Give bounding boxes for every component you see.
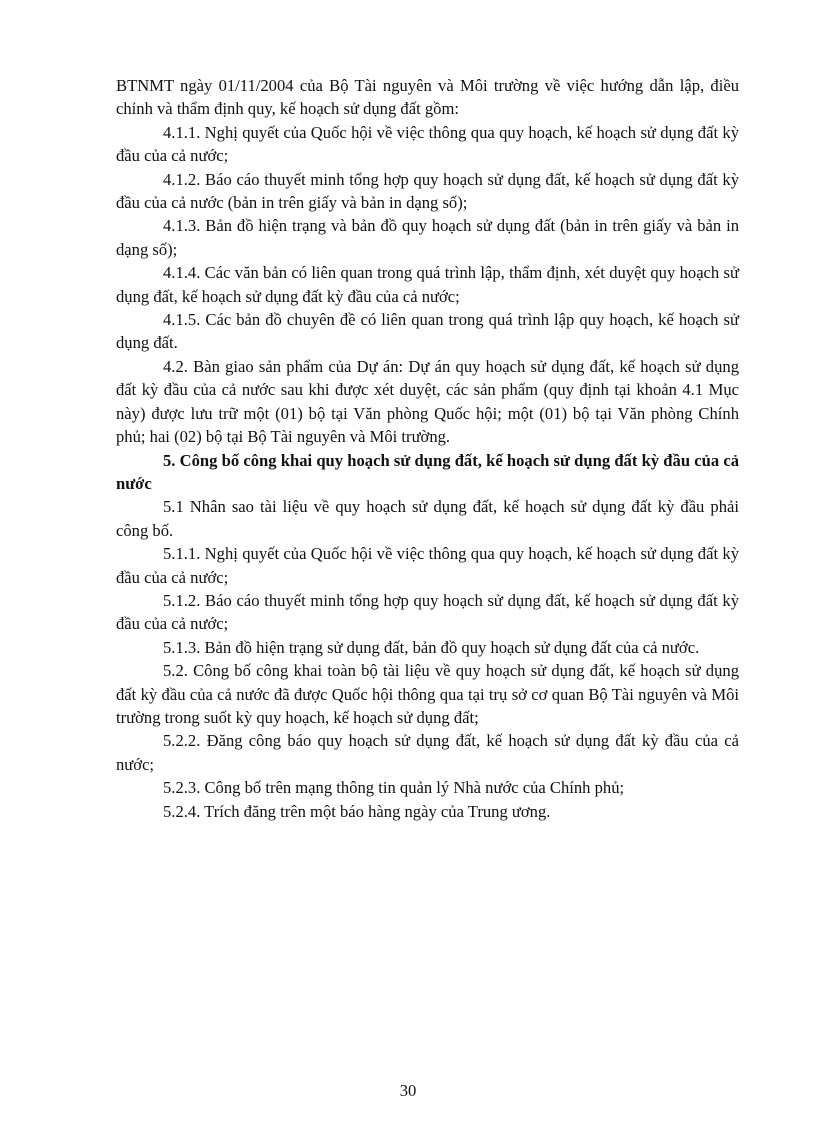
paragraph-5-1-3: 5.1.3. Bản đồ hiện trạng sử dụng đất, bản đồ quy hoạch sử dụng đất của cả nước. [163, 637, 700, 657]
paragraph-4-1-5: 4.1.5. Các bản đồ chuyên đề có liên quan trong quá trình lập quy hoạch, kế hoạch sử dụng đất. [116, 310, 739, 353]
paragraph-5-1-2: 5.1.2. Báo cáo thuyết minh tổng hợp quy hoạch sử dụng đất, kế hoạch sử dụng đất kỳ đầu của cả nước; [116, 590, 739, 634]
paragraph-5-2-2: 5.2.2. Đăng công báo quy hoạch sử dụng đất, kế hoạch sử dụng đất kỳ đầu của cả nước; [116, 731, 739, 774]
paragraph-5-1: 5.1 Nhân sao tài liệu về quy hoạch sử dụng đất, kế hoạch sử dụng đất kỳ đầu phải công bố. [116, 497, 739, 540]
page-number: 30 [399, 1081, 417, 1100]
paragraph-5-2-3: 5.2.3. Công bố trên mạng thông tin quản lý Nhà nước của Chính phủ; [163, 778, 625, 798]
paragraph-5-2-4: 5.2.4. Trích đăng trên một báo hàng ngày của Trung ương. [163, 801, 551, 821]
paragraph-4-1-1: 4.1.1. Nghị quyết của Quốc hội về việc thông qua quy hoạch, kế hoạch sử dụng đất kỳ đầu của cả nước; [116, 122, 739, 166]
paragraph-4-1-4: 4.1.4. Các văn bản có liên quan trong quá trình lập, thẩm định, xét duyệt quy hoạch sử dụng đất, kế hoạch sử dụng đất kỳ đầu của cả nước; [116, 263, 739, 306]
paragraph-4-2: 4.2. Bàn giao sản phẩm của Dự án: Dự án quy hoạch sử dụng đất, kế hoạch sử dụng đất kỳ đầu của cả nước sau khi được xét duyệt, các sản phẩm (quy định tại khoản 4.1 Mục này) được lưu trữ một (01) bộ tại Văn phòng Quốc hội; một (01) bộ tại Văn phòng Chính phủ; hai (02) bộ tại Bộ Tài nguyên và Môi trường. [116, 356, 739, 447]
document-body [116, 74, 739, 823]
paragraph-continuation: BTNMT ngày 01/11/2004 của Bộ Tài nguyên và Môi trường về việc hướng dẫn lập, điều chỉnh và thẩm định quy, kế hoạch sử dụng đất gồm: [116, 76, 739, 119]
paragraph-5-2: 5.2. Công bố công khai toàn bộ tài liệu về quy hoạch sử dụng đất, kế hoạch sử dụng đất kỳ đầu của cả nước đã được Quốc hội thông qua tại trụ sở cơ quan Bộ Tài nguyên và Môi trường trong suốt kỳ quy hoạch, kế hoạch sử dụng đất; [116, 661, 739, 727]
paragraph-4-1-2: 4.1.2. Báo cáo thuyết minh tổng hợp quy hoạch sử dụng đất, kế hoạch sử dụng đất kỳ đầu của cả nước (bản in trên giấy và bản in dạng số); [116, 169, 739, 213]
paragraph-4-1-3: 4.1.3. Bản đồ hiện trạng và bản đồ quy hoạch sử dụng đất (bản in trên giấy và bản in dạng số); [116, 216, 739, 259]
paragraph-5-1-1: 5.1.1. Nghị quyết của Quốc hội về việc thông qua quy hoạch, kế hoạch sử dụng đất kỳ đầu của cả nước; [116, 544, 739, 587]
section-heading-5: 5. Công bố công khai quy hoạch sử dụng đất, kế hoạch sử dụng đất kỳ đầu của cả nước [116, 450, 739, 493]
